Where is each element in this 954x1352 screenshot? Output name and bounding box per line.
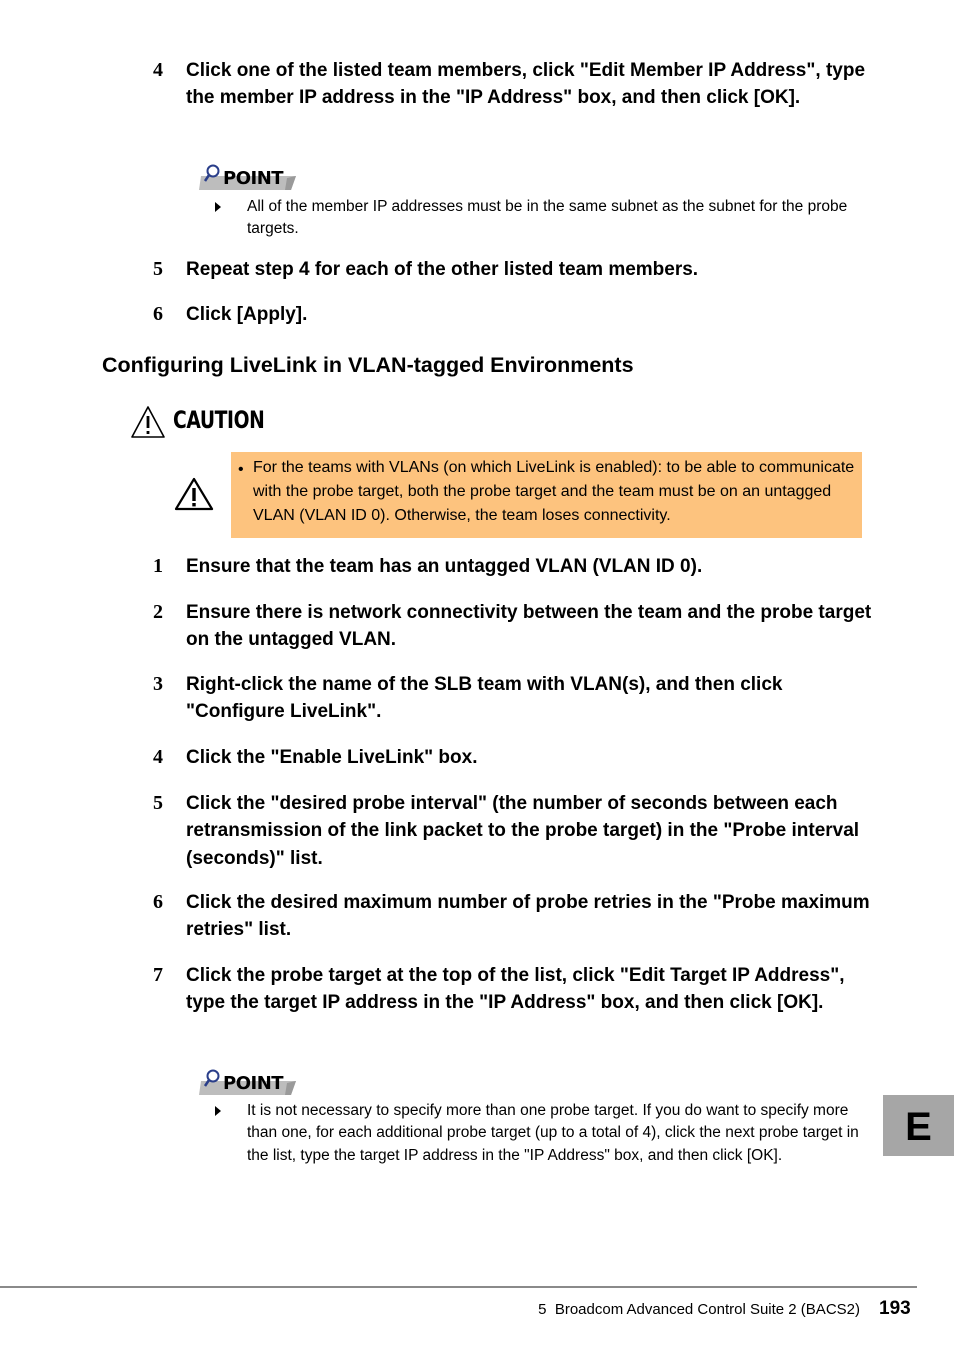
point-badge <box>199 1069 299 1097</box>
step-number: 7 <box>153 964 163 986</box>
step-text: Click the desired maximum number of probe retries in the "Probe maximum retries" list. <box>186 892 870 941</box>
footer-chapter: 5 Broadcom Advanced Control Suite 2 (BACS2) <box>538 1301 860 1318</box>
section-heading: Configuring LiveLink in VLAN-tagged Environments <box>102 353 634 377</box>
point-text: All of the member IP addresses must be in the same subnet as the subnet for the probe targets. <box>247 198 848 238</box>
point-text: It is not necessary to specify more than one probe target. If you do want to specify more than one, for each additional probe target (up to a total of 4), click the next probe target in the list, type the target IP address in the "IP Address" box, and then click [OK]. <box>247 1102 859 1164</box>
step-text: Ensure there is network connectivity between the team and the probe target on the untagged VLAN. <box>186 602 872 651</box>
caution-text: For the teams with VLANs (on which LiveLink is enabled): to be able to communicate with the probe target, both the probe target and the team must be on an untagged VLAN (VLAN ID 0). Otherwise, the team loses connectivity. <box>253 459 855 524</box>
step-number: 3 <box>153 673 163 695</box>
step-text: Click the "desired probe interval" (the number of seconds between each retransmission of the link packet to the probe target) in the "Probe interval (seconds)" list. <box>186 793 860 869</box>
caution-word: CAUTION <box>173 406 265 434</box>
page-number: 193 <box>879 1298 911 1319</box>
chapter-tab <box>883 1095 954 1156</box>
warning-triangle-icon <box>174 477 214 511</box>
step-text: Right-click the name of the SLB team with VLAN(s), and then click "Configure LiveLink". <box>186 674 783 723</box>
caution-box <box>231 452 862 538</box>
step-text: Repeat step 4 for each of the other listed team members. <box>186 259 699 280</box>
chapter-tab-letter: E <box>905 1105 932 1149</box>
point-label: POINT <box>223 1073 284 1094</box>
footer-rule <box>0 1286 917 1288</box>
point-label: POINT <box>223 168 284 189</box>
step-text: Click [Apply]. <box>186 304 308 325</box>
step-number: 4 <box>153 746 163 768</box>
caution-bullet: • <box>238 461 244 478</box>
step-text: Click the probe target at the top of the list, click "Edit Target IP Address", type the target IP address in the "IP Address" box, and then click [OK]. <box>186 965 845 1014</box>
step-number: 1 <box>153 555 163 577</box>
point-arrow-icon <box>215 202 221 212</box>
step-text: Click the "Enable LiveLink" box. <box>186 747 478 768</box>
step-number: 6 <box>153 891 163 913</box>
point-badge <box>199 164 299 192</box>
step-number: 2 <box>153 601 163 623</box>
step-text: Ensure that the team has an untagged VLAN (VLAN ID 0). <box>186 556 703 577</box>
point-arrow-icon <box>215 1106 221 1116</box>
step-number: 5 <box>153 258 163 280</box>
step-text: Click one of the listed team members, click "Edit Member IP Address", type the member IP address in the "IP Address" box, and then click [OK]. <box>186 60 866 109</box>
step-number: 5 <box>153 792 163 814</box>
warning-triangle-icon <box>130 404 166 440</box>
step-number: 4 <box>153 59 163 81</box>
step-number: 6 <box>153 303 163 325</box>
